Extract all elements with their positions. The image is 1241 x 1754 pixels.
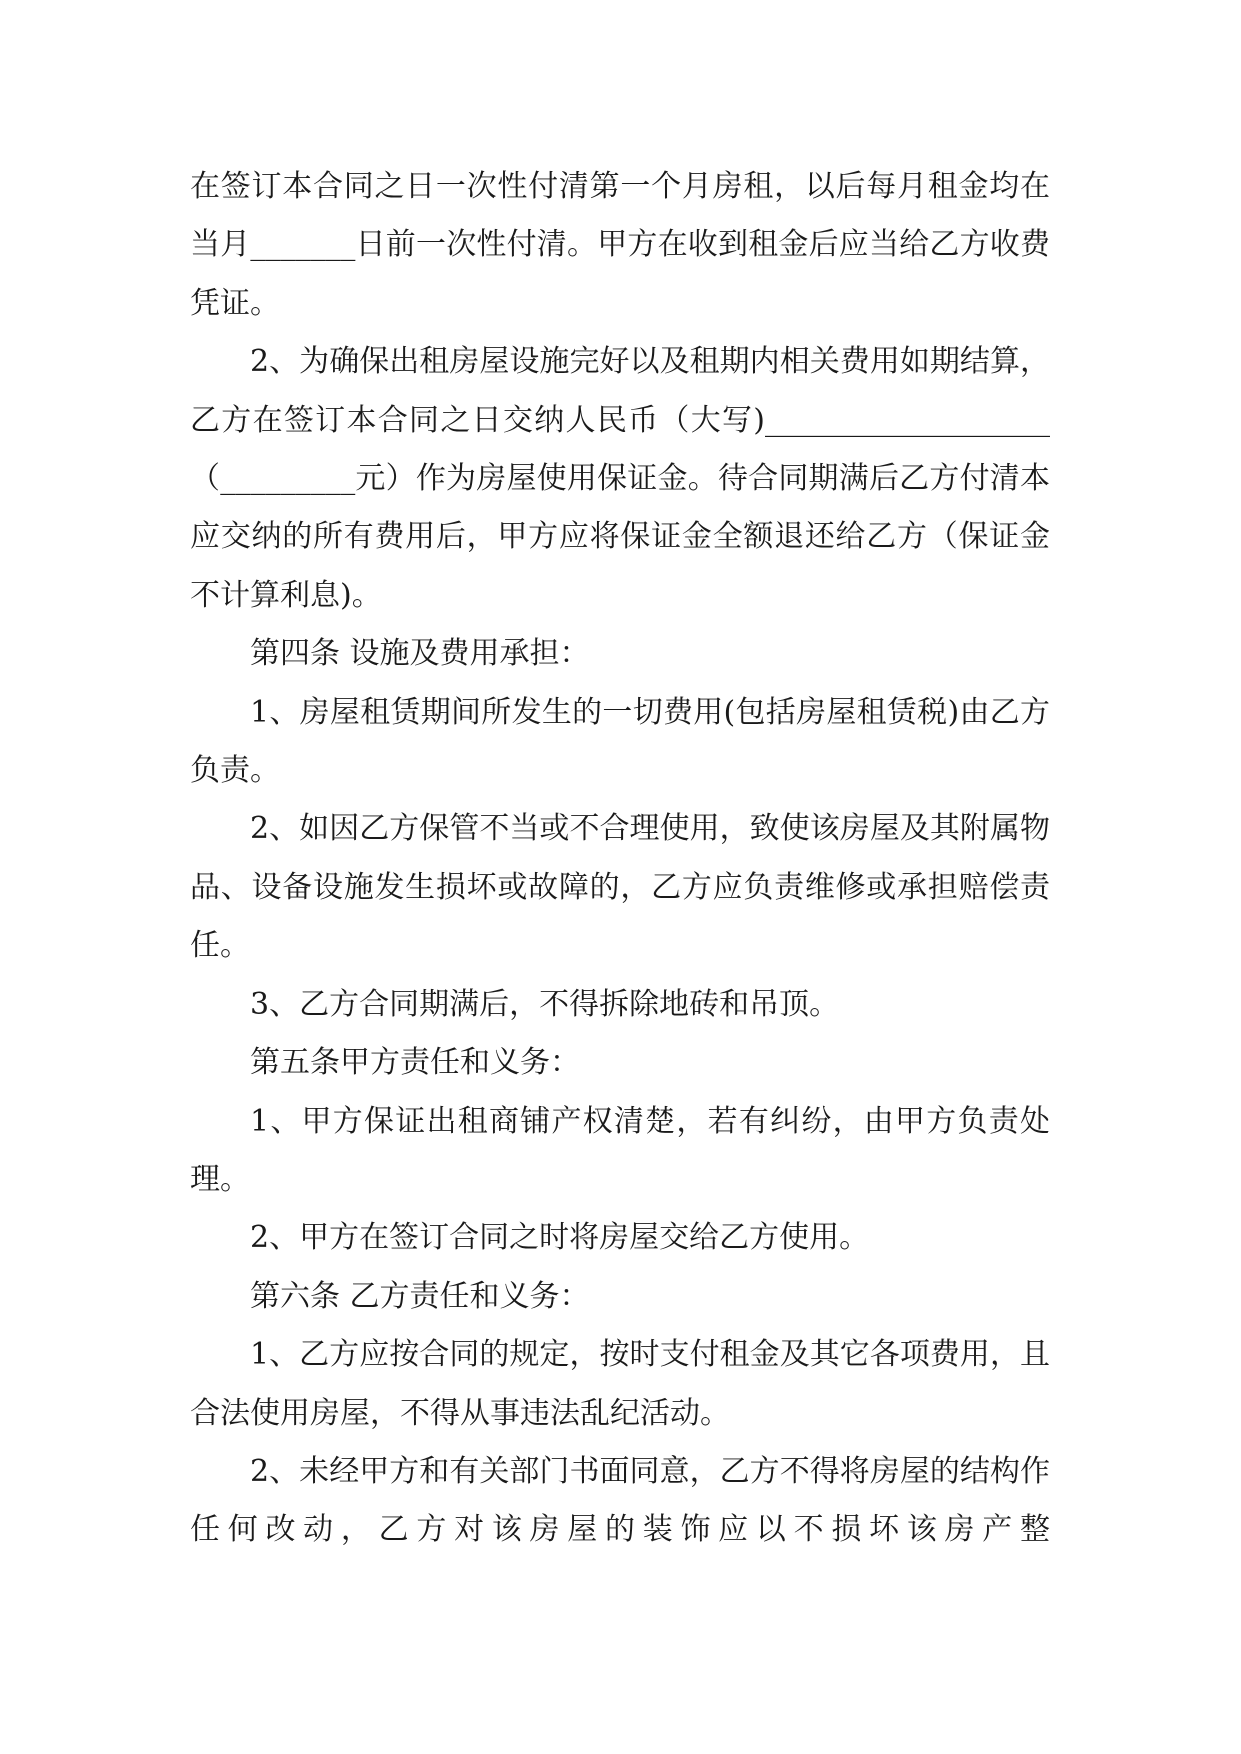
- paragraph-article-4-item-2: 2、如因乙方保管不当或不合理使用，致使该房屋及其附属物品、设备设施发生损坏或故障的，乙方应负责维修或承担赔偿责任。: [190, 811, 1050, 964]
- paragraph-deposit: 2、为确保出租房屋设施完好以及租期内相关费用如期结算，乙方在签订本合同之日交纳人民币（大写)___________________（_________元）作为房屋使用保证金。待合同期满后乙方付清本应交纳的所有费用后，甲方应将保证金全额退还给乙方（保证金不计算利息)。: [190, 344, 1050, 613]
- paragraph-article-5-item-1: 1、甲方保证出租商铺产权清楚，若有纠纷，由甲方负责处理。: [190, 1103, 1050, 1197]
- paragraph-article-4-item-1: 1、房屋租赁期间所发生的一切费用(包括房屋租赁税)由乙方负责。: [190, 694, 1050, 789]
- contract-body: [190, 158, 1050, 1560]
- heading-article-4: 第四条 设施及费用承担：: [250, 636, 590, 672]
- paragraph-article-4-item-3: 3、乙方合同期满后，不得拆除地砖和吊顶。: [250, 986, 840, 1022]
- heading-article-6: 第六条 乙方责任和义务：: [250, 1278, 590, 1314]
- paragraph-article-6-item-1: 1、乙方应按合同的规定，按时支付租金及其它各项费用，且合法使用房屋，不得从事违法乱纪活动。: [190, 1337, 1050, 1431]
- paragraph-rent-payment: 在签订本合同之日一次性付清第一个月房租，以后每月租金均在当月_______日前一次性付清。甲方在收到租金后应当给乙方收费凭证。: [190, 169, 1050, 321]
- paragraph-article-5-item-2: 2、甲方在签订合同之时将房屋交给乙方使用。: [250, 1220, 870, 1256]
- heading-article-5: 第五条甲方责任和义务：: [250, 1045, 580, 1081]
- paragraph-article-6-item-2: 2、未经甲方和有关部门书面同意，乙方不得将房屋的结构作任何改动，乙方对该房屋的装饰应以不损坏该房产整: [190, 1453, 1050, 1548]
